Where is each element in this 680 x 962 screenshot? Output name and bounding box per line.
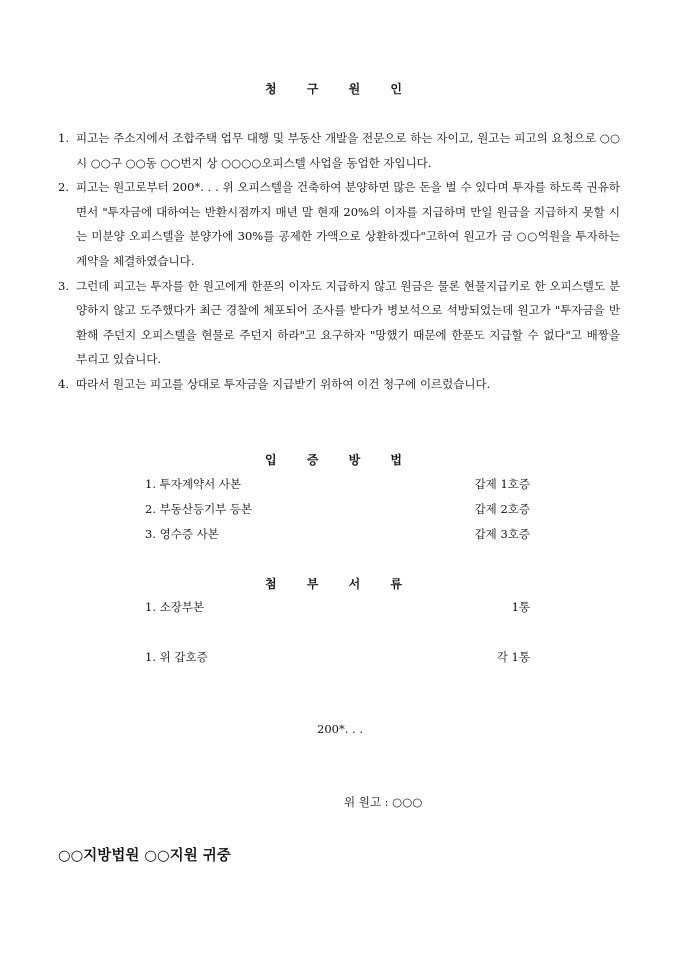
page-title: 청 구 원 인: [265, 82, 415, 96]
claim-text: 피고는 주소지에서 조합주택 업무 대행 및 부동산 개발을 전문으로 하는 자이고, 원고는 피고의 요청으로 ○○시 ○○구 ○○동 ○○번지 상 ○○○○오피스텔 사업을 동업한 자입니다.: [76, 131, 620, 170]
attachments-heading: 첨 부 서 류: [265, 577, 415, 591]
attachment-label: 1. 위 갑호증: [145, 650, 208, 664]
claim-text: 피고는 원고로부터 200*. . . 위 오피스텔을 건축하여 분양하면 많은 돈을 벌 수 있다며 투자를 하도록 권유하면서 "투자금에 대하여는 반환시점까지 매년 말 현재 20%의 이자를 지급하며 만일 원금을 지급하지 못할 시는 미분양 오피스텔을 분양가에 30%를 공제한 가액으로 상환하겠다"고하여 원고가 금 ○○억원을 투자하는 계약을 체결하였습니다.: [76, 180, 620, 268]
claim-number: 3.: [58, 278, 69, 293]
claims-list: [58, 126, 620, 397]
evidence-label: 3. 영수증 사본: [145, 527, 219, 541]
claim-item: [58, 274, 620, 372]
evidence-label: 2. 부동산등기부 등본: [145, 502, 253, 516]
plaintiff-signature: 위 원고 : ○○○: [344, 795, 423, 809]
document-date: 200*. . .: [317, 722, 363, 736]
claim-number: 1.: [58, 131, 69, 145]
evidence-ref: 갑제 3호증: [474, 527, 530, 541]
evidence-label: 1. 투자계약서 사본: [145, 477, 242, 491]
claim-item: [58, 372, 620, 397]
claim-number: 2.: [58, 180, 69, 195]
claim-item: [58, 175, 620, 273]
evidence-ref: 갑제 1호증: [474, 477, 530, 491]
court-addressee: ○○지방법원 ○○지원 귀중: [58, 847, 231, 864]
attachment-count: 각 1통: [496, 650, 530, 664]
evidence-row: [145, 501, 530, 517]
evidence-heading: 입 증 방 법: [265, 453, 415, 467]
evidence-row: [145, 476, 530, 492]
attachment-row: [145, 649, 530, 665]
evidence-ref: 갑제 2호증: [474, 502, 530, 516]
attachment-row: [145, 599, 530, 615]
claim-number: 4.: [58, 376, 69, 391]
attachment-label: 1. 소장부본: [145, 600, 205, 614]
attachment-count: 1통: [511, 600, 530, 614]
claim-text: 따라서 원고는 피고를 상대로 투자금을 지급받기 위하여 이건 청구에 이르렀습니다.: [76, 376, 491, 391]
claim-item: [58, 126, 620, 175]
claim-text: 그런데 피고는 투자를 한 원고에게 한푼의 이자도 지급하지 않고 원금은 물론 현물지급키로 한 오피스텔도 분양하지 않고 도주했다가 최근 경찰에 체포되어 조사를 받다가 병보석으로 석방되었는데 원고가 "투자금을 반환해 주던지 오피스텔을 현물로 주던지 하라"고 요구하자 "망했기 때문에 한푼도 지급할 수 없다"고 배짱을 부리고 있습니다.: [76, 278, 620, 367]
evidence-row: [145, 526, 530, 542]
